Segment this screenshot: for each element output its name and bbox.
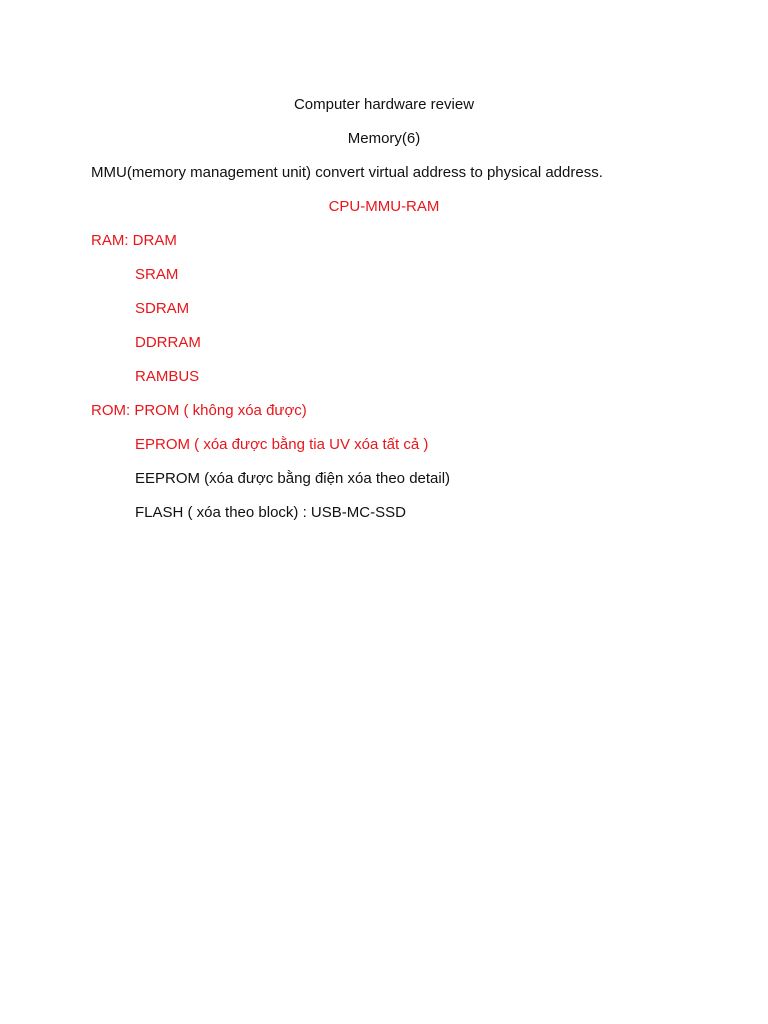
section-heading-number: (6) — [401, 130, 421, 147]
ram-line — [91, 231, 177, 251]
rom-item: FLASH ( xóa theo block) : USB-MC-SSD — [135, 504, 406, 521]
memory-flow: CPU-MMU-RAM — [328, 198, 440, 215]
document-title: Computer hardware review — [293, 96, 475, 113]
rom-label: ROM: — [91, 402, 135, 419]
ram-item: SRAM — [135, 266, 179, 283]
rom-item: PROM ( không xóa được) — [134, 402, 307, 419]
ram-item: RAMBUS — [135, 368, 200, 385]
section-heading-main: Memory — [347, 130, 402, 147]
ram-item: DDRRAM — [135, 334, 201, 351]
mmu-description: MMU(memory management unit) convert virtual address to physical address. — [91, 164, 603, 181]
rom-item: EEPROM (xóa được bằng điện xóa theo detail) — [135, 470, 451, 487]
ram-item: SDRAM — [135, 300, 190, 317]
ram-item: DRAM — [132, 232, 177, 249]
section-heading — [0, 129, 768, 149]
ram-label: RAM: — [91, 232, 133, 249]
rom-line — [91, 401, 307, 421]
rom-item: EPROM ( xóa được bằng tia UV xóa tất cả ) — [135, 436, 429, 453]
